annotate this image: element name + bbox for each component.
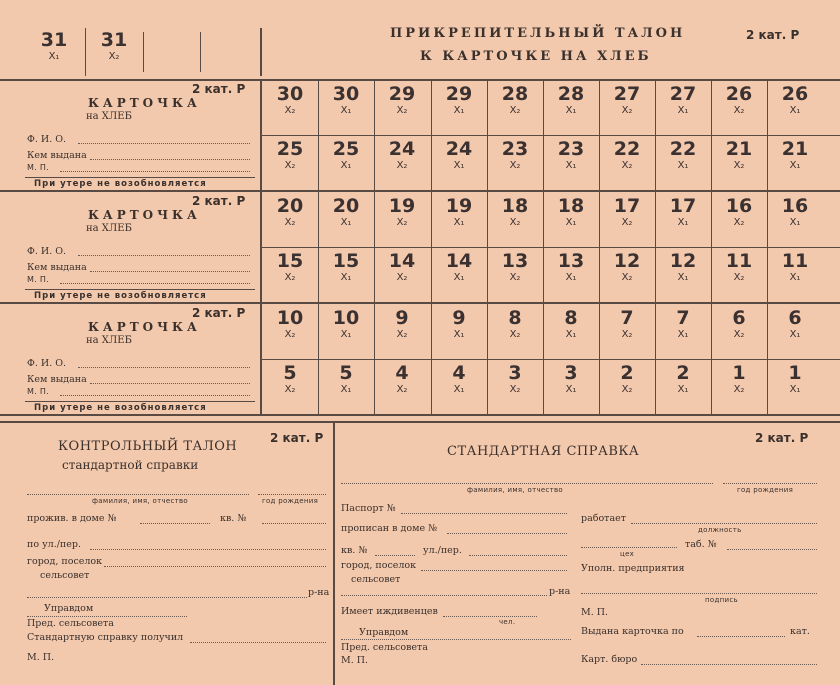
coupon-number: 28	[557, 83, 585, 105]
standard-title: СТАНДАРТНАЯ СПРАВКА	[447, 444, 640, 459]
coupon-number: 13	[557, 250, 585, 272]
coupon-number: 3	[564, 362, 578, 384]
card-footer-line	[25, 177, 255, 178]
control-town-line	[104, 566, 326, 567]
seal-field-line	[60, 395, 250, 396]
coupon-sub: X₂	[284, 160, 296, 171]
coupon-sub: X₁	[453, 105, 465, 116]
standard-manager-line	[341, 639, 571, 640]
coupon-sub: X₁	[677, 272, 689, 283]
control-title: КОНТРОЛЬНЫЙ ТАЛОН	[58, 439, 238, 454]
standard-town-label: город, поселок	[341, 560, 417, 571]
card-title: КАРТОЧКА	[88, 208, 201, 222]
coupon-number: 12	[669, 250, 697, 272]
coupon-sub: X₁	[677, 217, 689, 228]
passport-line	[401, 513, 567, 514]
coupon-sub: X₁	[789, 329, 801, 340]
coupon-sub: X₁	[453, 160, 465, 171]
standard-chair-label: Пред. сельсовета	[341, 642, 428, 653]
control-apt-line	[262, 523, 326, 524]
card-title: КАРТОЧКА	[88, 96, 201, 110]
seal-label: М. П.	[27, 163, 50, 172]
coupon-number: 29	[445, 83, 473, 105]
control-received-line	[190, 642, 326, 643]
no-renew-note: При утере не возобновляется	[34, 179, 207, 189]
coupon-number: 22	[669, 138, 697, 160]
coupon-sub: X₁	[789, 217, 801, 228]
coupon-number: 2	[620, 362, 634, 384]
coupon-sub: X₂	[284, 329, 296, 340]
coupon-sub: X₁	[340, 384, 352, 395]
attach-coupon-subtitle: К КАРТОЧКЕ НА ХЛЕБ	[420, 49, 652, 64]
control-street-label: по ул./пер.	[27, 539, 81, 550]
coupon-number: 27	[669, 83, 697, 105]
standard-certificate	[335, 423, 840, 685]
coupon-number: 8	[508, 307, 522, 329]
coupon-number: 30	[276, 83, 304, 105]
standard-seal-label: М. П.	[581, 607, 609, 618]
coupon-sub: X₂	[396, 272, 408, 283]
coupon-number: 7	[620, 307, 634, 329]
control-fio-caption: фамилия, имя, отчество	[92, 497, 189, 505]
coupon-sub: X₁	[340, 272, 352, 283]
coupon-number: 14	[445, 250, 473, 272]
issued-card-line	[697, 636, 785, 637]
coupon-sub: X₂	[733, 384, 745, 395]
standard-town-line	[421, 570, 567, 571]
signature-caption: подпись	[705, 596, 738, 604]
coupon-number: 5	[339, 362, 353, 384]
coupon-sub: X₂	[621, 272, 633, 283]
coupon-number: 2	[676, 362, 690, 384]
coupon-divider	[85, 28, 86, 76]
coupon-number: 20	[276, 195, 304, 217]
coupon-sub: X₂	[621, 329, 633, 340]
coupon-number: 3	[508, 362, 522, 384]
coupon-number: 12	[613, 250, 641, 272]
coupon-number: 19	[388, 195, 416, 217]
grid-line	[262, 359, 840, 360]
coupon-number: 14	[388, 250, 416, 272]
coupon-sub: X₂	[733, 160, 745, 171]
top-coupon-sub: X₁	[48, 51, 60, 62]
bread-card-block	[0, 193, 260, 302]
coupon-sub: X₂	[284, 384, 296, 395]
shop-caption: цех	[620, 550, 635, 558]
fio-label: Ф. И. О.	[27, 246, 67, 257]
coupon-sub: X₂	[621, 160, 633, 171]
coupon-sub: X₂	[396, 384, 408, 395]
coupon-sub: X₂	[509, 105, 521, 116]
coupon-sub: X₁	[453, 272, 465, 283]
coupon-number: 6	[732, 307, 746, 329]
control-manager-line	[27, 616, 187, 617]
coupon-sub: X₂	[733, 105, 745, 116]
coupon-number: 21	[781, 138, 809, 160]
top-coupon-number: 31	[40, 29, 68, 51]
registered-line	[447, 533, 567, 534]
coupon-sub: X₁	[789, 384, 801, 395]
coupon-sub: X₂	[509, 384, 521, 395]
coupon-sub: X₂	[396, 217, 408, 228]
coupon-sub: X₁	[565, 160, 577, 171]
control-chair-label: Пред. сельсовета	[27, 618, 114, 629]
coupon-sub: X₁	[340, 105, 352, 116]
seal-field-line	[60, 283, 250, 284]
card-category: 2 кат. Р	[192, 194, 246, 208]
coupon-sub: X₂	[509, 217, 521, 228]
standard-apt-label: кв. №	[341, 545, 368, 556]
coupon-number: 11	[781, 250, 809, 272]
coupon-sub: X₁	[677, 160, 689, 171]
coupon-sub: X₂	[396, 105, 408, 116]
control-year-caption: год рождения	[262, 497, 319, 505]
tab-line	[727, 549, 817, 550]
coupon-sub: X₂	[396, 329, 408, 340]
coupon-sub: X₂	[284, 105, 296, 116]
coupon-number: 4	[452, 362, 466, 384]
top-coupon-sub: X₂	[108, 51, 120, 62]
coupon-number: 24	[388, 138, 416, 160]
registered-label: прописан в доме №	[341, 523, 438, 534]
control-district-line	[27, 597, 307, 598]
bureau-label: Карт. бюро	[581, 654, 638, 665]
coupon-sub: X₁	[565, 329, 577, 340]
coupon-sub: X₂	[509, 329, 521, 340]
control-coupon	[0, 423, 333, 685]
coupon-number: 8	[564, 307, 578, 329]
coupon-sub: X₁	[565, 272, 577, 283]
coupon-number: 19	[445, 195, 473, 217]
shop-line	[581, 547, 677, 548]
frame-line	[0, 190, 840, 192]
coupon-divider	[143, 32, 144, 72]
card-footer-line	[25, 289, 255, 290]
seal-field-line	[60, 171, 250, 172]
coupon-sub: X₁	[453, 217, 465, 228]
no-renew-note: При утере не возобновляется	[34, 291, 207, 301]
standard-street-line	[469, 555, 567, 556]
coupon-number: 9	[452, 307, 466, 329]
coupon-number: 23	[557, 138, 585, 160]
coupon-number: 25	[332, 138, 360, 160]
card-subtitle: на ХЛЕБ	[86, 335, 132, 346]
coupon-sub: X₁	[677, 329, 689, 340]
works-label: работает	[581, 513, 626, 524]
card-title: КАРТОЧКА	[88, 320, 201, 334]
coupon-number: 1	[788, 362, 802, 384]
kat-label: кат.	[790, 626, 810, 637]
issued-by-label: Кем выдана	[27, 150, 87, 161]
coupon-number: 22	[613, 138, 641, 160]
issued-by-label: Кем выдана	[27, 262, 87, 273]
coupon-number: 18	[557, 195, 585, 217]
coupon-number: 10	[276, 307, 304, 329]
standard-fio-line	[341, 483, 713, 484]
frame-line	[0, 302, 840, 304]
coupon-number: 23	[501, 138, 529, 160]
attach-coupon-title: ПРИКРЕПИТЕЛЬНЫЙ ТАЛОН	[390, 26, 686, 41]
coupon-number: 26	[781, 83, 809, 105]
bureau-line	[641, 664, 817, 665]
card-category: 2 кат. Р	[192, 306, 246, 320]
coupon-number: 6	[788, 307, 802, 329]
coupon-number: 11	[725, 250, 753, 272]
category-label: 2 кат. Р	[746, 28, 800, 42]
coupon-sub: X₁	[789, 272, 801, 283]
coupon-sub: X₂	[284, 272, 296, 283]
coupon-number: 25	[276, 138, 304, 160]
grid-line	[262, 247, 840, 248]
coupon-sub: X₁	[340, 217, 352, 228]
no-renew-note: При утере не возобновляется	[34, 403, 207, 413]
bread-card-block	[0, 81, 260, 190]
control-year-line	[258, 494, 326, 495]
coupon-number: 15	[276, 250, 304, 272]
header-divider	[260, 28, 262, 76]
dependents-line	[443, 616, 537, 617]
coupon-sub: X₁	[677, 105, 689, 116]
coupon-number: 21	[725, 138, 753, 160]
coupon-sub: X₂	[284, 217, 296, 228]
coupon-number: 18	[501, 195, 529, 217]
control-district-label: р-на	[308, 587, 330, 598]
coupon-sub: X₁	[340, 329, 352, 340]
coupon-sub: X₁	[677, 384, 689, 395]
control-received-label: Стандартную справку получил	[27, 632, 184, 643]
issued-field-line	[90, 159, 250, 160]
issued-card-label: Выдана карточка по	[581, 626, 684, 637]
fio-field-line	[78, 143, 250, 144]
standard-year-caption: год рождения	[737, 486, 794, 494]
standard-street-label: ул./пер.	[423, 545, 462, 556]
coupon-sub: X₂	[733, 272, 745, 283]
fio-field-line	[78, 255, 250, 256]
standard-year-line	[723, 483, 817, 484]
coupon-number: 30	[332, 83, 360, 105]
coupon-divider	[200, 32, 201, 72]
standard-district-label: р-на	[549, 586, 571, 597]
coupon-number: 26	[725, 83, 753, 105]
coupon-number: 16	[781, 195, 809, 217]
fio-label: Ф. И. О.	[27, 358, 67, 369]
coupon-number: 17	[669, 195, 697, 217]
coupon-sub: X₂	[621, 105, 633, 116]
coupon-number: 28	[501, 83, 529, 105]
coupon-number: 17	[613, 195, 641, 217]
bread-card-block	[0, 305, 260, 414]
control-street-line	[90, 549, 326, 550]
standard-apt-line	[375, 555, 415, 556]
coupon-number: 13	[501, 250, 529, 272]
position-caption: должность	[698, 526, 742, 534]
fio-label: Ф. И. О.	[27, 134, 67, 145]
card-subtitle: на ХЛЕБ	[86, 223, 132, 234]
frame-line	[0, 414, 840, 416]
control-apt-label: кв. №	[220, 513, 247, 524]
seal-label: М. П.	[27, 387, 50, 396]
seal-label: М. П.	[27, 275, 50, 284]
control-town-label: город, поселок	[27, 556, 103, 567]
coupon-sub: X₁	[565, 217, 577, 228]
card-footer-line	[25, 401, 255, 402]
card-category: 2 кат. Р	[192, 82, 246, 96]
issued-field-line	[90, 271, 250, 272]
dependents-label: Имеет иждивенцев	[341, 606, 438, 617]
standard-fio-caption: фамилия, имя, отчество	[467, 486, 564, 494]
standard-category: 2 кат. Р	[755, 431, 809, 445]
coupon-sub: X₂	[509, 160, 521, 171]
coupon-sub: X₁	[453, 384, 465, 395]
coupon-sub: X₂	[396, 160, 408, 171]
issued-by-label: Кем выдана	[27, 374, 87, 385]
authorized-label: Уполн. предприятия	[581, 563, 685, 574]
coupon-sub: X₂	[621, 384, 633, 395]
coupon-number: 7	[676, 307, 690, 329]
coupon-number: 20	[332, 195, 360, 217]
grid-line	[262, 135, 840, 136]
coupon-number: 24	[445, 138, 473, 160]
tab-label: таб. №	[685, 539, 717, 550]
issued-field-line	[90, 383, 250, 384]
coupon-number: 4	[395, 362, 409, 384]
control-house-line	[140, 523, 210, 524]
coupon-number: 1	[732, 362, 746, 384]
coupon-sub: X₁	[789, 105, 801, 116]
standard-seal-label-2: М. П.	[341, 655, 369, 666]
standard-district-line	[341, 595, 547, 596]
coupon-number: 27	[613, 83, 641, 105]
control-subtitle: стандартной справки	[62, 458, 199, 472]
coupon-number: 15	[332, 250, 360, 272]
card-subtitle: на ХЛЕБ	[86, 111, 132, 122]
passport-label: Паспорт №	[341, 503, 396, 514]
coupon-sub: X₁	[453, 329, 465, 340]
coupon-number: 16	[725, 195, 753, 217]
fio-field-line	[78, 367, 250, 368]
control-manager-label: Управдом	[44, 603, 94, 614]
control-category: 2 кат. Р	[270, 431, 324, 445]
coupon-sub: X₁	[789, 160, 801, 171]
control-lives-label: прожив. в доме №	[27, 513, 117, 524]
coupon-sub: X₁	[340, 160, 352, 171]
coupon-sub: X₁	[565, 105, 577, 116]
coupon-sub: X₂	[733, 217, 745, 228]
persons-caption: чел.	[499, 618, 516, 626]
control-seal-label: М. П.	[27, 652, 55, 663]
coupon-number: 9	[395, 307, 409, 329]
standard-manager-label: Управдом	[359, 627, 409, 638]
signature-line	[581, 593, 817, 594]
works-line	[631, 523, 817, 524]
coupon-number: 5	[283, 362, 297, 384]
control-fio-line	[27, 494, 249, 495]
top-coupon-number: 31	[100, 29, 128, 51]
coupon-sub: X₂	[733, 329, 745, 340]
coupon-sub: X₁	[565, 384, 577, 395]
coupon-sub: X₂	[509, 272, 521, 283]
coupon-number: 29	[388, 83, 416, 105]
coupon-sub: X₂	[621, 217, 633, 228]
standard-village-label: сельсовет	[351, 574, 401, 585]
control-village-label: сельсовет	[40, 570, 90, 581]
coupon-number: 10	[332, 307, 360, 329]
